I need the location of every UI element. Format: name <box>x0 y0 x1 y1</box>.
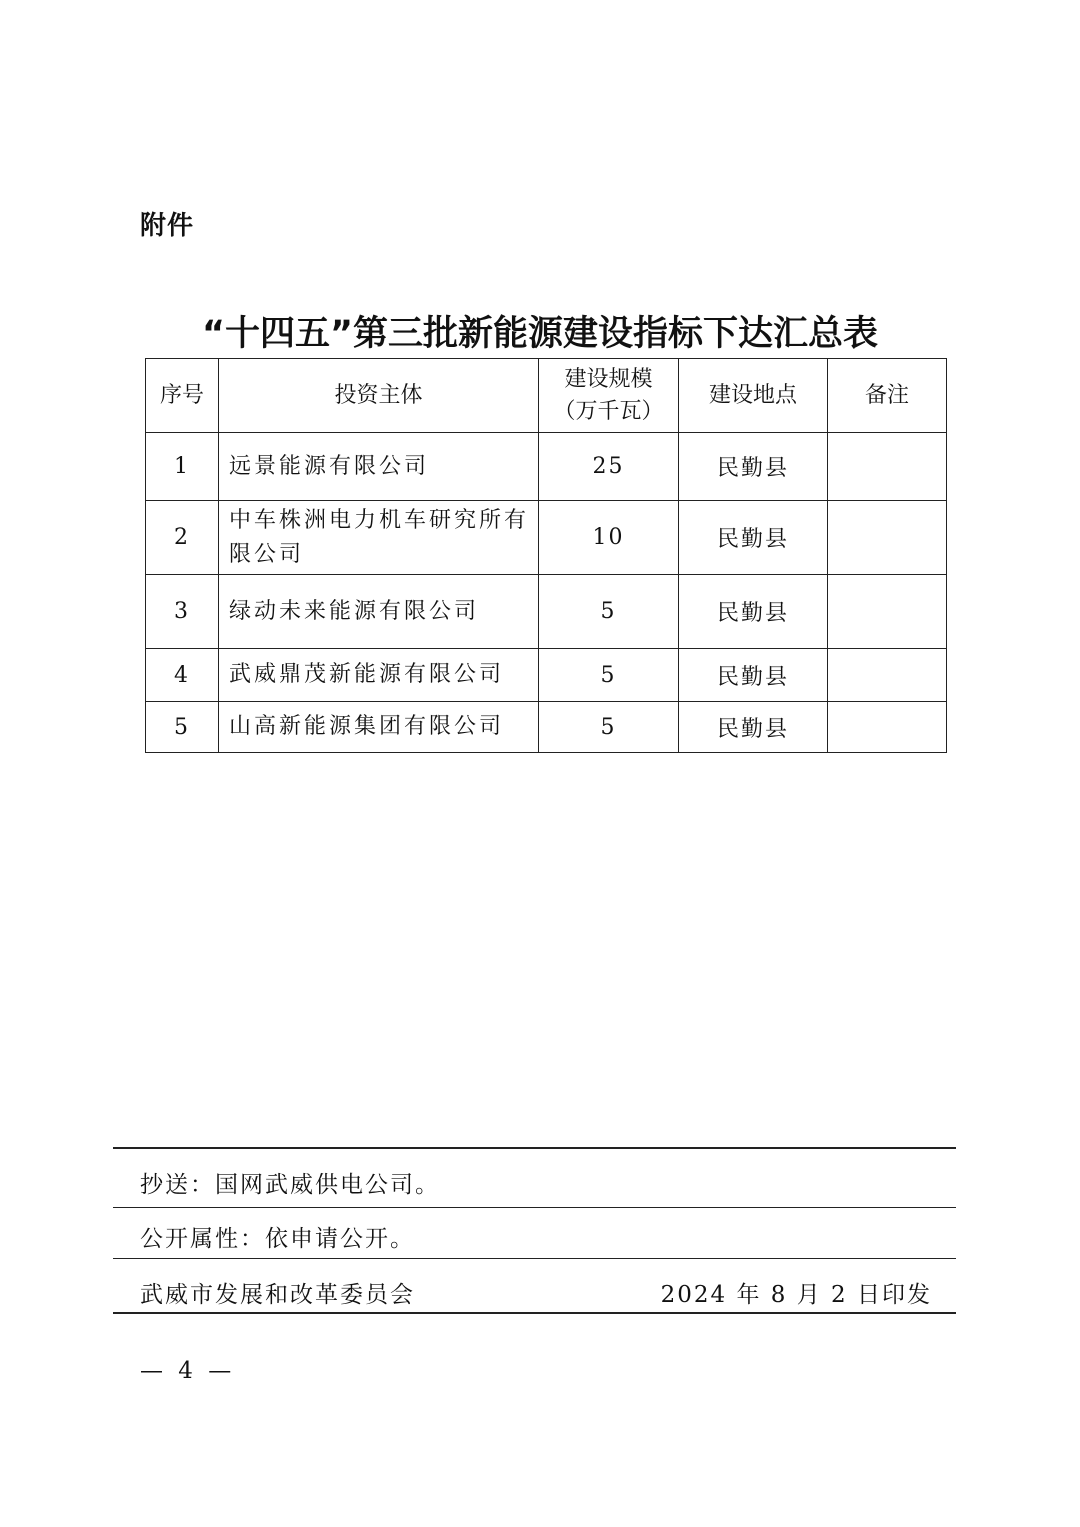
row-remark <box>828 649 947 702</box>
issue-date: 2024 年 8 月 2 日印发 <box>660 1282 932 1308</box>
row-investor: 中车株洲电力机车研究所有限公司 <box>219 501 539 575</box>
row-investor: 武威鼎茂新能源有限公司 <box>219 649 539 702</box>
row-scale: 25 <box>539 433 679 501</box>
row-scale: 5 <box>539 575 679 649</box>
row-remark <box>828 575 947 649</box>
row-investor: 山高新能源集团有限公司 <box>219 702 539 753</box>
header-location: 建设地点 <box>679 359 828 433</box>
table-header-row <box>146 359 947 433</box>
row-scale: 10 <box>539 501 679 575</box>
table-row <box>146 702 947 753</box>
row-location: 民勤县 <box>679 501 828 575</box>
footer-divider-bottom <box>113 1312 956 1314</box>
footer-divider <box>113 1207 956 1208</box>
header-seq: 序号 <box>146 359 219 433</box>
header-investor: 投资主体 <box>219 359 539 433</box>
table-row <box>146 575 947 649</box>
row-seq: 4 <box>146 649 219 702</box>
row-seq: 5 <box>146 702 219 753</box>
row-seq: 2 <box>146 501 219 575</box>
header-scale <box>539 359 679 433</box>
summary-table <box>145 358 947 753</box>
row-location: 民勤县 <box>679 433 828 501</box>
footer-divider-top <box>113 1147 956 1149</box>
table-row <box>146 433 947 501</box>
row-remark <box>828 501 947 575</box>
row-scale: 5 <box>539 649 679 702</box>
row-seq: 3 <box>146 575 219 649</box>
header-scale-line1: 建设规模 <box>564 366 653 392</box>
attachment-label: 附件 <box>140 211 195 241</box>
disclosure-attribute: 公开属性：依申请公开。 <box>140 1226 415 1252</box>
row-seq: 1 <box>146 433 219 501</box>
row-location: 民勤县 <box>679 649 828 702</box>
row-remark <box>828 702 947 753</box>
footer-divider <box>113 1258 956 1259</box>
issuer-name: 武威市发展和改革委员会 <box>140 1282 415 1308</box>
page-number: — 4 — <box>140 1358 236 1384</box>
row-location: 民勤县 <box>679 702 828 753</box>
row-location: 民勤县 <box>679 575 828 649</box>
row-remark <box>828 433 947 501</box>
document-title: “十四五”第三批新能源建设指标下达汇总表 <box>201 314 878 354</box>
row-scale: 5 <box>539 702 679 753</box>
header-remark: 备注 <box>828 359 947 433</box>
row-investor: 远景能源有限公司 <box>219 433 539 501</box>
table-row <box>146 501 947 575</box>
cc-recipients: 抄送：国网武威供电公司。 <box>140 1172 440 1198</box>
table-row <box>146 649 947 702</box>
header-scale-line2: （万千瓦） <box>553 398 664 424</box>
row-investor: 绿动未来能源有限公司 <box>219 575 539 649</box>
